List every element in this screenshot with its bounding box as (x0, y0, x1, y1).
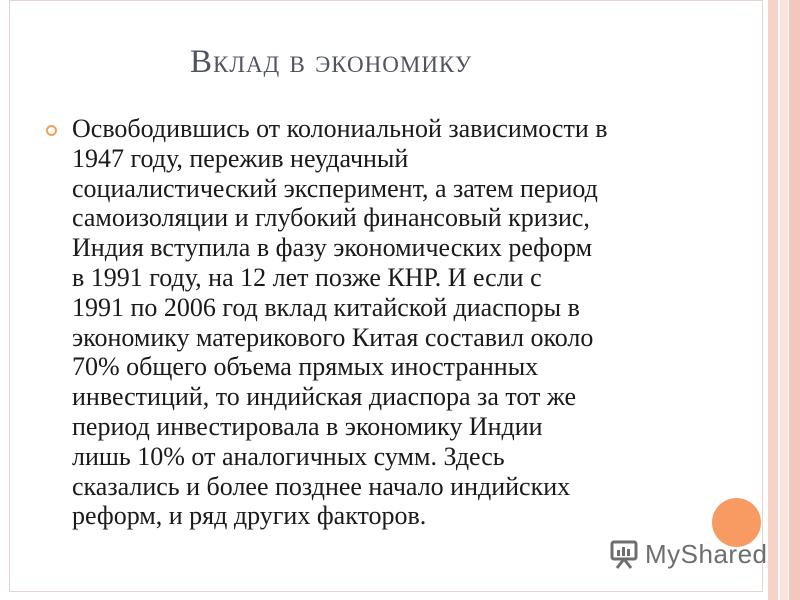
decorative-stripe (780, 0, 788, 600)
slide-title: Вклад в экономику (190, 44, 473, 80)
myshared-logo-icon (609, 538, 639, 570)
watermark-logo (609, 536, 768, 572)
decorative-stripe (789, 0, 800, 600)
bullet-text: Освободившись от колониальной зависимости в 1947 году, пережив неудачный социалистический эксперимент, а затем период самоизоляции и глубокий финансовый кризис, Индия вступила в фазу экономических реформ в 1991 году, на 12 лет позже КНР. И если с 1991 по 2006 год вклад китайской диаспоры в экономику материкового Китая составил около 70% общего объема прямых иностранных инвестиций, то индийская диаспора за тот же период инвестировала в экономику Индии лишь 10% от аналогичных сумм. Здесь сказались и более позднее начало индийских реформ, и ряд других факторов. (72, 114, 608, 531)
watermark-text: MyShared (645, 538, 768, 569)
bullet-circle-icon (46, 125, 57, 136)
decorative-stripe (768, 0, 778, 600)
